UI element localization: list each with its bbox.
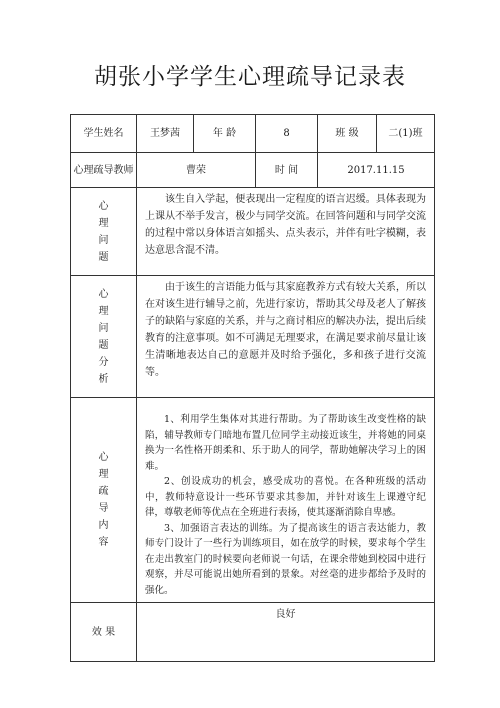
problem-label-char: 心 <box>98 200 109 212</box>
effect-value: 良好 <box>137 603 435 662</box>
plan-item-3: 3、加强语言表达的训练。为了提高该生的语言表达能力，教师专门设计了一些行为训练项目，如在放学的时候，要求每个学生在走出教室门的时候要向老师说一句话，在课余带她到校园中进行观察，并尽可能说出她所看到的景象。对丝毫的进步都给予及时的强化。 <box>145 522 426 596</box>
student-name-label: 学生姓名 <box>71 115 137 153</box>
teacher-value: 曹荣 <box>137 153 256 188</box>
problem-label-char: 理 <box>98 217 109 229</box>
plan-label-char: 容 <box>98 537 109 548</box>
analysis-label <box>71 276 137 398</box>
plan-label-char: 导 <box>98 503 109 514</box>
plan-item-2: 2、创设成功的机会，感受成功的喜悦。在各种班级的活动中，教师特意设计一些环节要求其参加，并针对该生上课遵守纪律，尊敬老师等优点在全班进行表扬，使其逐渐消除自卑感。 <box>145 476 426 518</box>
time-label: 时 间 <box>256 153 318 188</box>
analysis-label-char: 题 <box>98 339 109 351</box>
problem-label <box>71 188 137 276</box>
plan-item-1: 1、利用学生集体对其进行帮助。为了帮助该生改变性格的缺陷，辅导教师专门暗地布置几位同学主动接近该生，并将她的同桌换为一名性格开朗柔和、乐于助人的同学，帮助她解决学习上的困难。 <box>145 414 426 472</box>
row-teacher-info <box>71 153 435 188</box>
row-effect <box>71 603 435 662</box>
analysis-label-char: 析 <box>98 373 109 385</box>
student-name-value: 王梦茜 <box>137 115 194 153</box>
plan-label-char: 心 <box>98 452 109 463</box>
problem-label-char: 题 <box>98 251 109 263</box>
row-problem <box>71 188 435 276</box>
plan-label-char: 疏 <box>98 486 109 497</box>
row-student-info <box>71 115 435 153</box>
row-analysis <box>71 276 435 398</box>
age-value: 8 <box>256 115 318 153</box>
analysis-text: 由于该生的言语能力低与其家庭教养方式有较大关系，所以在对该生进行辅导之前，先进行家访，帮助其父母及老人了解孩子的缺陷与家庭的关系，并与之商讨相应的解决办法，提出后续教育的注意事项。如不可满足无理要求，在满足要求前尽量让该生清晰地表达自己的意愿并及时给予强化，多和孩子进行交流等。 <box>137 276 435 398</box>
time-value: 2017.11.15 <box>318 153 435 188</box>
plan-content <box>137 398 435 603</box>
analysis-label-char: 心 <box>98 288 109 300</box>
plan-label-char: 理 <box>98 469 109 480</box>
record-table <box>70 114 435 662</box>
page-title: 胡张小学学生心理疏导记录表 <box>94 64 406 90</box>
problem-text: 该生自入学起，便表现出一定程度的语言迟缓。具体表现为上课从不举手发言，极少与同学交流。在回答问题和与同学交流的过程中常以身体语言如摇头、点头表示，并伴有吐字模糊，表达意思含混不清。 <box>137 188 435 276</box>
class-label: 班 级 <box>318 115 377 153</box>
plan-label <box>71 398 137 603</box>
row-plan <box>71 398 435 603</box>
analysis-label-char: 问 <box>98 322 109 334</box>
plan-label-char: 内 <box>98 520 109 531</box>
analysis-label-char: 分 <box>98 356 109 368</box>
teacher-label: 心理疏导教师 <box>71 153 137 188</box>
class-value: 二(1)班 <box>377 115 435 153</box>
effect-label: 效 果 <box>71 603 137 662</box>
problem-label-char: 问 <box>98 234 109 246</box>
analysis-label-char: 理 <box>98 305 109 317</box>
age-label: 年 龄 <box>194 115 256 153</box>
